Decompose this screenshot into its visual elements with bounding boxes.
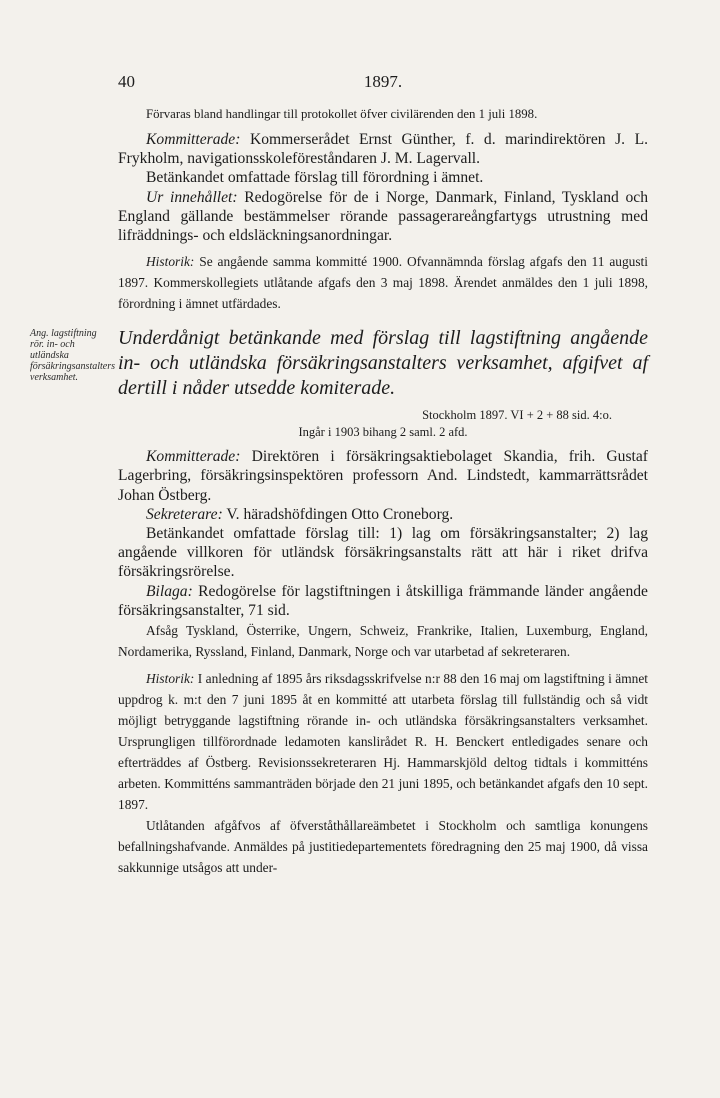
section-1 [118,130,648,314]
section-title: Underdånigt betänkande med förslag till lagstiftning angående in- och utländska försäkringsanstalters verksamhet, afgifvet af dertill i nåder utsedde komiterade. [118,327,648,400]
intro-note: Förvaras bland handlingar till protokollet öfver civilärenden den 1 juli 1898. [146,107,538,121]
appendix-text: Redogörelse för lagstiftningen i åtskilliga främmande länder angående försäkringsanstalter, 71 sid. [118,582,648,619]
committee-paragraph-2 [118,447,648,505]
statements-paragraph: Utlåtanden afgåfvos af öfverståthållareämbetet i Stockholm och samtliga konungens befallningshafvande. Anmäldes på justitiedepartementets föredragning den 25 maj 1900, då vissa sakkunnige utsågos att under- [118,818,648,876]
history-text-2: I anledning af 1895 års riksdagsskrifvelse n:r 88 den 16 maj om lagstiftning i ämnet uppdrog k. m:t den 7 juni 1895 åt en kommitté att utarbeta förslag till fullständig och så vidt möjligt betryggande lagstiftning rörande in- och utländska försäkringsanstalters verksamhet. Ursprungligen tillförordnade ledamoten kanslirådet R. H. Benckert entledigades senare och efterträddes af Östberg. Revisionssekreteraren Hj. Hammarskjöld deltog tidtals i kommitténs arbeten. Kommitténs sammanträden började den 21 juni 1895, och betänkandet afgafs den 10 sept. 1897. [118,671,648,813]
publication-line-2: Ingår i 1903 bihang 2 saml. 2 afd. [298,425,468,440]
committee-text: Kommerserådet Ernst Günther, f. d. marindirektören J. L. Frykholm, navigationsskoleföreståndaren J. M. Lagervall. [118,131,648,168]
history-label: Historik: [146,254,195,270]
content-text: Redogörelse för de i Norge, Danmark, Finland, Tyskland och England gällande bestämmelser rörande passagerareångfartygs utrustning med lifräddnings- och eldsläckningsanordningar. [118,188,648,245]
secretary-label: Sekreterare: [146,505,223,523]
committee-label: Kommitterade: [146,131,241,148]
scope-paragraph-2: Betänkandet omfattade förslag till: 1) lag om försäkringsanstalter; 2) lag angående villkoren för utländsk försäkringsanstalts rätt att här i riket drifva försäkringsrörelse. [118,525,648,581]
margin-note: Ang. lagstiftning rör. in- och utländska försäkringsanstalters verksamhet. [30,328,116,384]
history-label-2: Historik: [146,671,195,687]
page-body [30,106,648,878]
secretary-paragraph [118,505,648,524]
scope-paragraph: Betänkandet omfattade förslag till förordning i ämnet. [146,169,484,187]
committee-text-2: Direktören i försäkringsaktiebolaget Skandia, frih. Gustaf Lagerbring, försäkringsinspektören professorn And. Lindstedt, kammarrättsrådet Johan Östberg. [118,448,648,504]
page-header [118,72,648,96]
history-paragraph [118,251,648,314]
page-year: 1897. [363,72,403,91]
appendix-label: Bilaga: [146,582,193,600]
history-paragraph-2 [118,668,648,815]
committee-paragraph [118,130,648,168]
appendix-paragraph [118,582,648,620]
secretary-text: V. häradshöfdingen Otto Croneborg. [226,505,454,523]
content-paragraph [118,188,648,246]
section-2 [30,326,648,878]
content-label: Ur innehållet: [146,188,238,206]
page-number: 40 [118,72,135,91]
history-text: Se angående samma kommitté 1900. Ofvannämnda förslag afgafs den 11 augusti 1897. Kommerskollegiets utlåtande afgafs den 3 maj 1898. Ärendet anmäldes den 1 juli 1898, förordning i ämnet utfärdades. [118,254,648,312]
countries-paragraph: Afsåg Tyskland, Österrike, Ungern, Schweiz, Frankrike, Italien, Luxemburg, England, Nordamerika, Ryssland, Finland, Danmark, Norge och var utarbetad af sekreteraren. [118,623,648,660]
committee-label-2: Kommitterade: [146,448,241,466]
publication-line: Stockholm 1897. VI + 2 + 88 sid. 4:o. [422,408,612,423]
